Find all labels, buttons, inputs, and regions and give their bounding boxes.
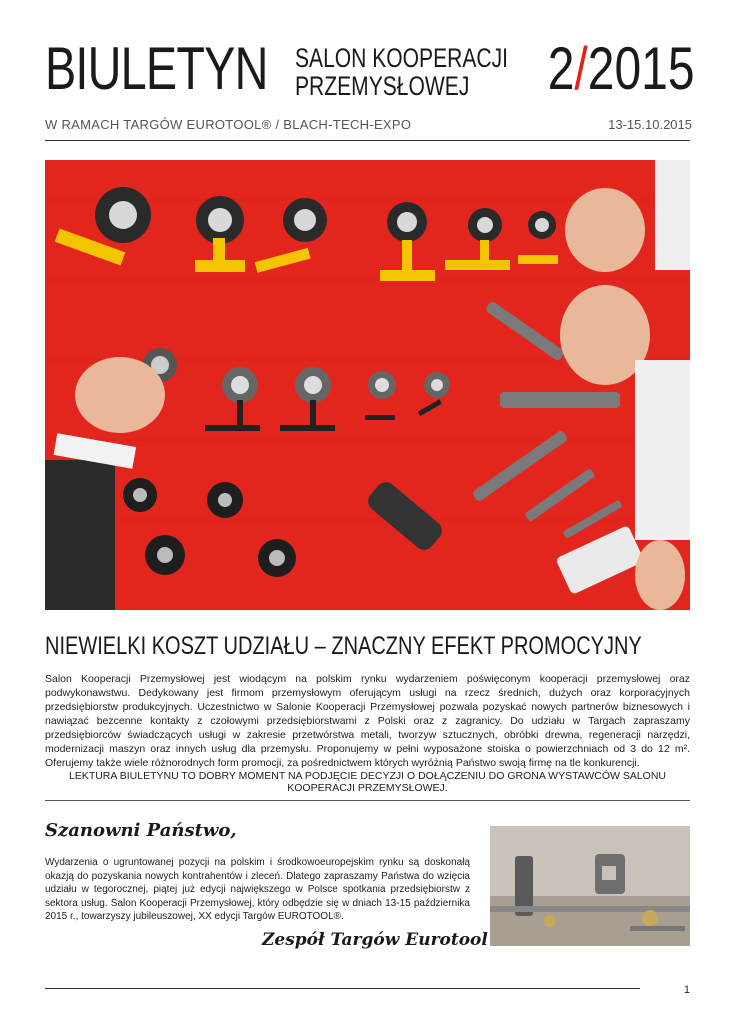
masthead <box>45 35 695 108</box>
drill-chucks-illustration <box>45 160 690 610</box>
header-divider <box>45 140 690 141</box>
tagline: W RAMACH TARGÓW EUROTOOL® / BLACH-TECH-EXPO <box>45 117 412 132</box>
hero-photo <box>45 160 690 610</box>
issue-year: 2015 <box>588 35 695 102</box>
issue-number <box>548 35 695 102</box>
metal-parts-photo <box>490 826 690 946</box>
article-heading: NIEWIELKI KOSZT UDZIAŁU – ZNACZNY EFEKT PROMOCYJNY <box>45 632 642 660</box>
letter-greeting: Szanowni Państwo, <box>45 820 237 841</box>
letter-signature: Zespół Targów Eurotool <box>262 930 488 950</box>
subtitle-line-2: PRZEMYSŁOWEJ <box>295 71 470 101</box>
letter-body: Wydarzenia o ugruntowanej pozycji na polskim i środkowoeuropejskim rynku są doskonałą okazją do pozyskania nowych kontrahentów i zleceń. Dlatego zapraszamy Państwa do wzięcia udziału w tegorocznej, piątej już edycji największego w Polsce spotkania przedsiębiorstw z sektora usług. Salon Kooperacji Przemysłowej, który odbędzie się w dniach 13-15 października 2015 r., towarzyszy jubileuszowej, XX edycji Targów EUROTOOL®. <box>45 857 470 922</box>
page-number: 1 <box>683 984 690 996</box>
subtitle-line-1: SALON KOOPERACJI <box>295 43 509 73</box>
issue-slash: / <box>574 35 589 102</box>
issue-num: 2 <box>548 35 575 102</box>
article-body: Salon Kooperacji Przemysłowej jest wiodącym na polskim rynku wydarzeniem poświęconym kooperacji przemysłowej oraz podwykonawstwu. Dedykowany jest firmom przemysłowym oferującym usługi na rzecz średnich, dużych oraz korporacyjnych przedsiębiorstw produkcyjnych. Uczestnictwo w Salonie Kooperacji Przemysłowej pozwala pozyskać nowych partnerów biznesowych i nawiązać bezcenne kontakty z czołowymi przedsiębiorstwami z Polski oraz z zagranicy. Do udziału w Targach zapraszamy przedsiębiorców świadczących usługi w zakresie przetwórstwa metali, tworzyw sztucznych, obróbki drewna, regeneracji narzędzi, modernizacji maszyn oraz innych usług dla przemysłu. Proponujemy w pełni wyposażone stoiska o powierzchniach od 3 do 12 m². Oferujemy także wiele różnorodnych form promocji, za pośrednictwem których wyróżnią Państwo swoją firmę na tle konkurencji. <box>45 673 690 769</box>
footer-rule <box>45 988 640 989</box>
section-divider <box>45 800 690 801</box>
masthead-subtitle <box>295 44 508 100</box>
brand-title: BIULETYN <box>45 35 268 102</box>
article-callout: LEKTURA BIULETYNU TO DOBRY MOMENT NA PODJĘCIE DECYZJI O DOŁĄCZENIU DO GRONA WYSTAWCÓW SALONU KOOPERACJI PRZEMYSŁOWEJ. <box>68 770 667 794</box>
event-dates: 13-15.10.2015 <box>608 117 692 132</box>
metal-parts-illustration <box>490 826 690 946</box>
